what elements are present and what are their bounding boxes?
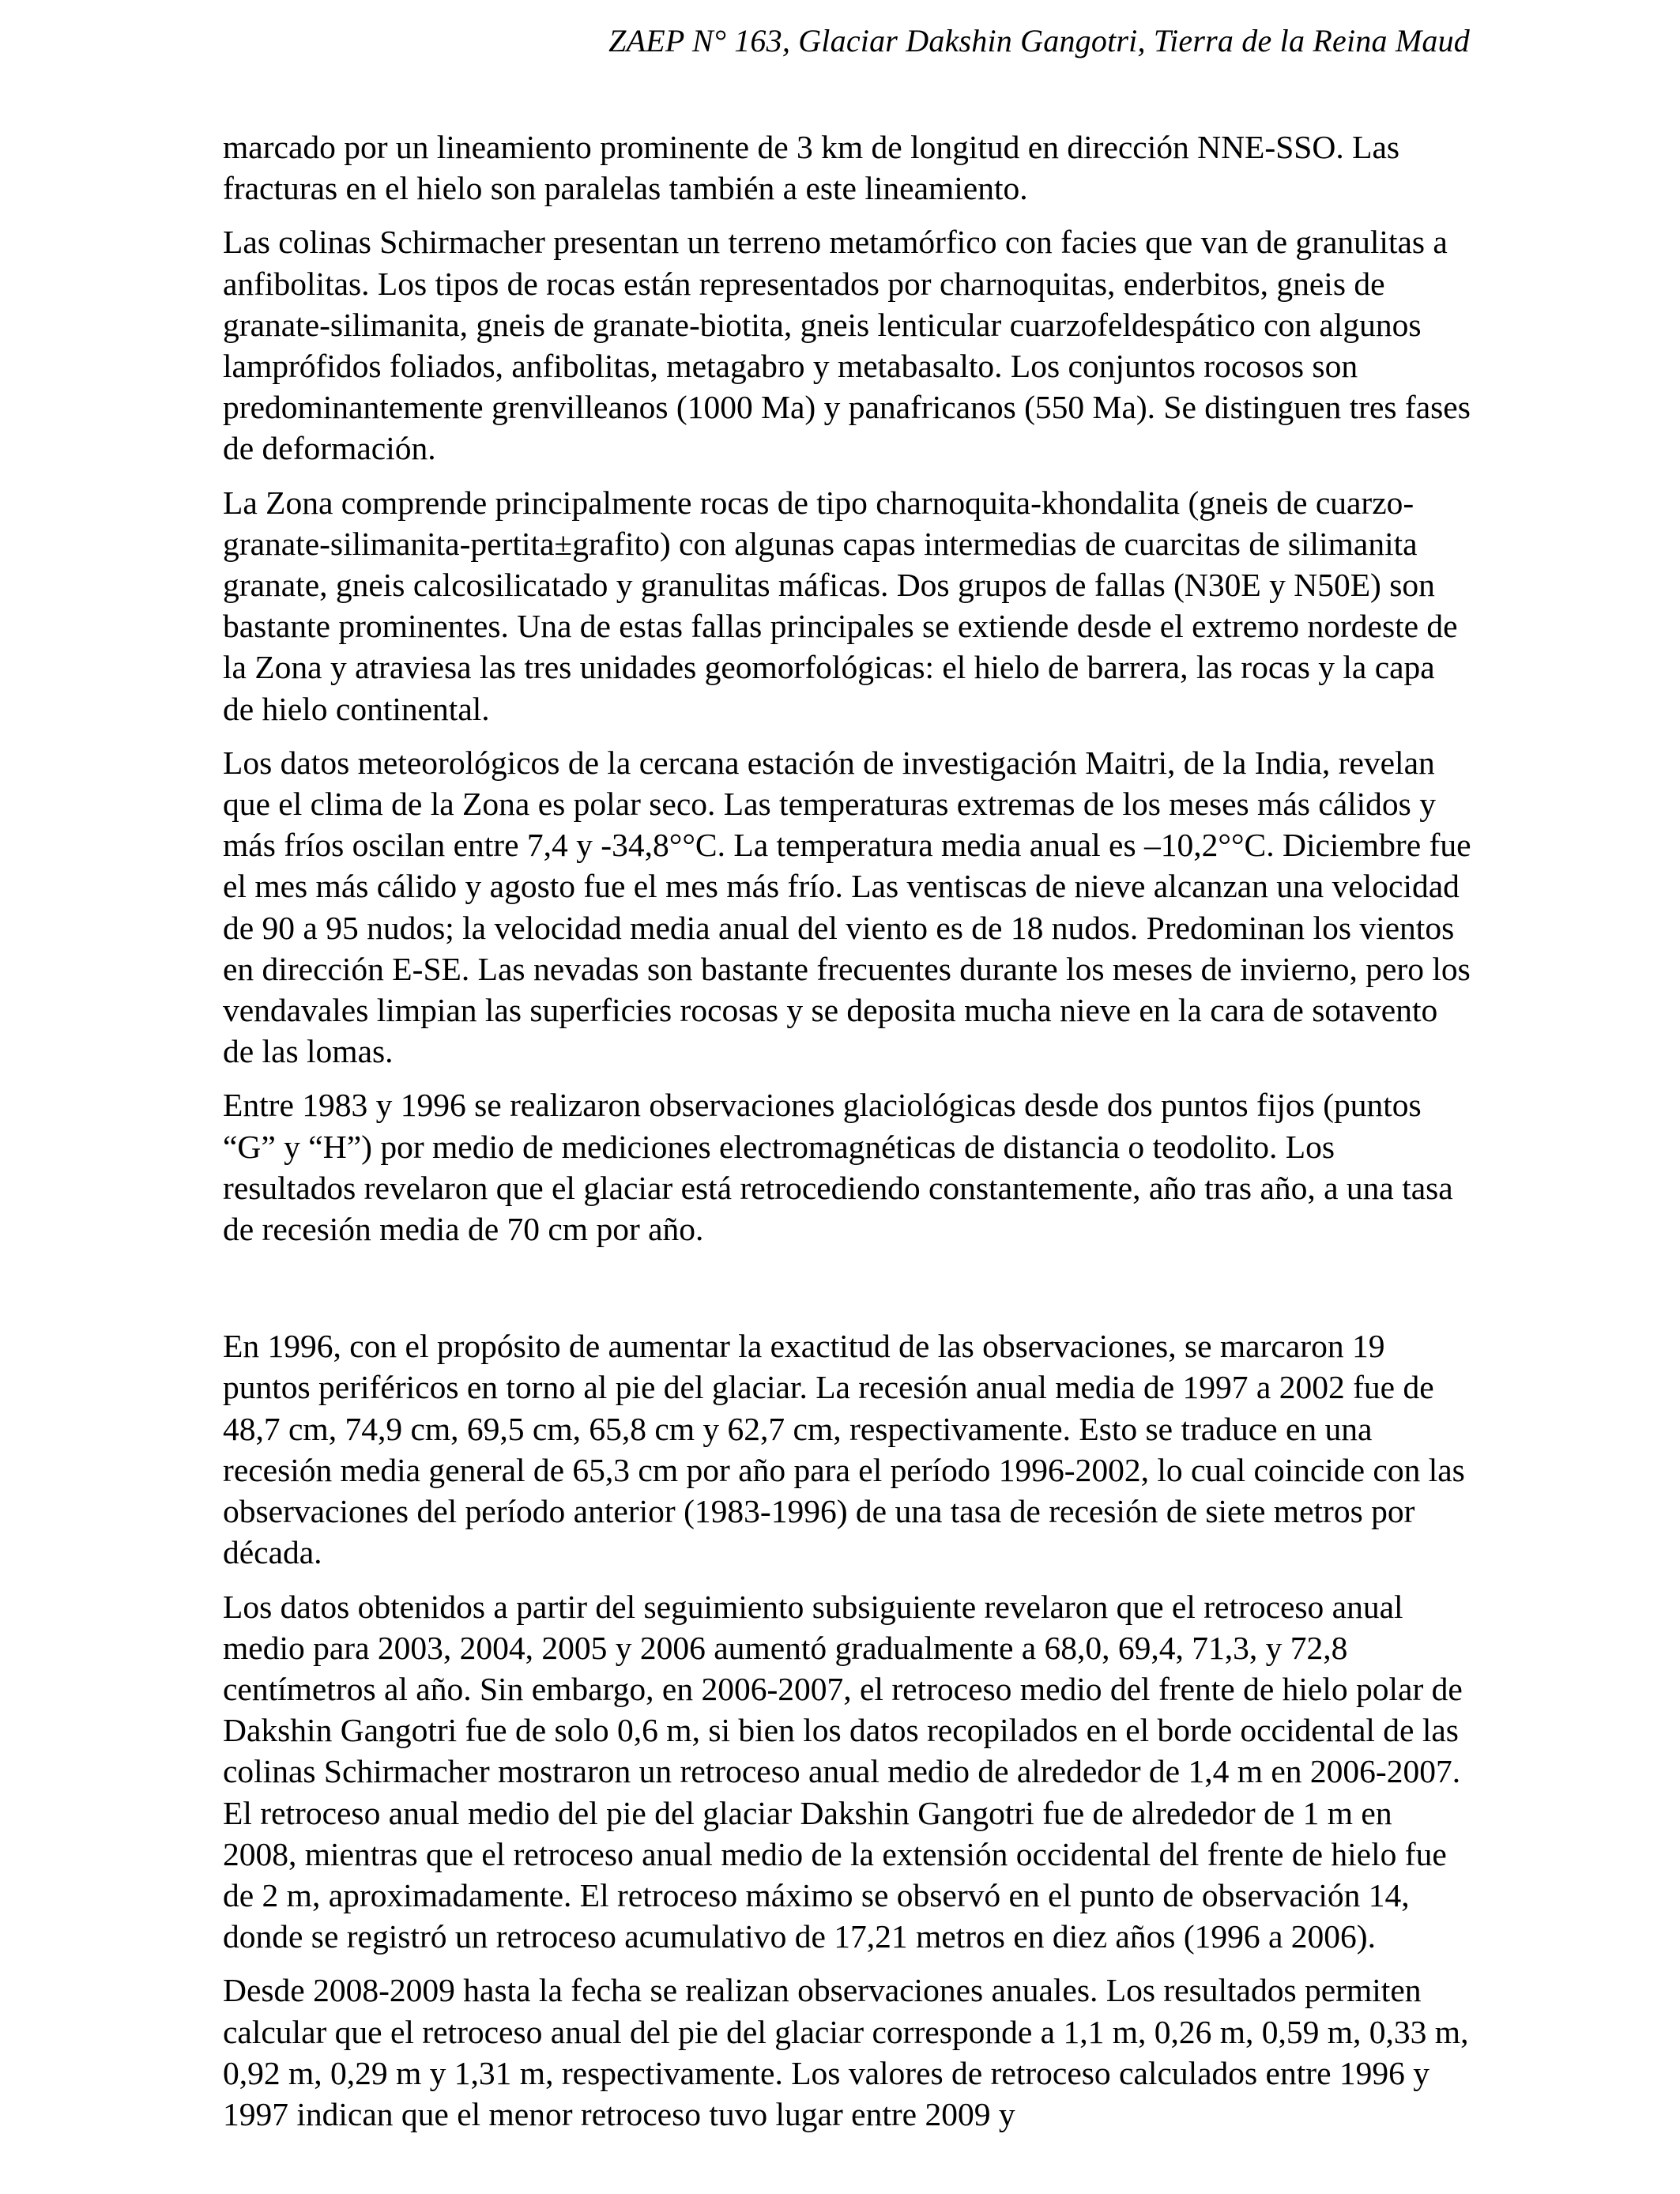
paragraph-schirmacher-geology: Las colinas Schirmacher presentan un terreno metamórfico con facies que van de granulitas a anfibolitas. Los tipos de rocas están representados por charnoquitas, enderbitos, gneis de granate-silimanita, gneis de granate-biotita, gneis lenticular cuarzofeldespático con algunos lamprófidos foliados, anfibolitas, metagabro y metabasalto. Los conjuntos rocosos son predominantemente grenvilleanos (1000 Ma) y panafricanos (550 Ma). Se distinguen tres fases de deformación. — [223, 224, 1471, 467]
paragraph-zone-rocks: La Zona comprende principalmente rocas de tipo charnoquita-khondalita (gneis de cuarzo-granate-silimanita-pertita±grafito) con algunas capas intermedias de cuarcitas de silimanita granate, gneis calcosilicatado y granulitas máficas. Dos grupos de fallas (N30E y N50E) son bastante prominentes. Una de estas fallas principales se extiende desde el extremo nordeste de la Zona y atraviesa las tres unidades geomorfológicas: el hielo de barrera, las rocas y la capa de hielo continental. — [223, 484, 1458, 727]
paragraph-annual-observations: Desde 2008-2009 hasta la fecha se realizan observaciones anuales. Los resultados permiten calcular que el retroceso anual del pie del glaciar corresponde a 1,1 m, 0,26 m, 0,59 m, 0,33 m, 0,92 m, 0,29 m y 1,31 m, respectivamente. Los valores de retroceso calculados entre 1996 y 1997 indican que el menor retroceso tuvo lugar entre 2009 y — [223, 1972, 1469, 2132]
paragraph-lineament: marcado por un lineamiento prominente de 3 km de longitud en dirección NNE-SSO. Las fracturas en el hielo son paralelas también a este lineamiento. — [223, 129, 1400, 207]
paragraph-glaciological-observations: Entre 1983 y 1996 se realizaron observaciones glaciológicas desde dos puntos fijos (puntos “G” y “H”) por medio de mediciones electromagnéticas de distancia o teodolito. Los resultados revelaron que el glaciar está retrocediendo constantemente, año tras año, a una tasa de recesión media de 70 cm por año. — [223, 1087, 1453, 1248]
body-text — [223, 126, 1471, 2147]
paragraph-peripheral-points: En 1996, con el propósito de aumentar la exactitud de las observaciones, se marcaron 19 puntos periféricos en torno al pie del glaciar. La recesión anual media de 1997 a 2002 fue de 48,7 cm, 74,9 cm, 69,5 cm, 65,8 cm y 62,7 cm, respectivamente. Esto se traduce en una recesión media general de 65,3 cm por año para el período 1996-2002, lo cual coincide con las observaciones del período anterior (1983-1996) de una tasa de recesión de siete metros por década. — [223, 1328, 1465, 1571]
paragraph-subsequent-monitoring: Los datos obtenidos a partir del seguimiento subsiguiente revelaron que el retroceso anual medio para 2003, 2004, 2005 y 2006 aumentó gradualmente a 68,0, 69,4, 71,3, y 72,8 centímetros al año. Sin embargo, en 2006-2007, el retroceso medio del frente de hielo polar de Dakshin Gangotri fue de solo 0,6 m, si bien los datos recopilados en el borde occidental de las colinas Schirmacher mostraron un retroceso anual medio de alrededor de 1,4 m en 2006-2007. El retroceso anual medio del pie del glaciar Dakshin Gangotri fue de alrededor de 1 m en 2008, mientras que el retroceso anual medio de la extensión occidental del frente de hielo fue de 2 m, aproximadamente. El retroceso máximo se observó en el punto de observación 14, donde se registró un retroceso acumulativo de 17,21 metros en diez años (1996 a 2006). — [223, 1588, 1463, 1955]
running-header: ZAEP N° 163, Glaciar Dakshin Gangotri, Tierra de la Reina Maud — [608, 23, 1470, 58]
paragraph-meteorology: Los datos meteorológicos de la cercana estación de investigación Maitri, de la India, revelan que el clima de la Zona es polar seco. Las temperaturas extremas de los meses más cálidos y más fríos oscilan entre 7,4 y -34,8°°C. La temperatura media anual es –10,2°°C. Diciembre fue el mes más cálido y agosto fue el mes más frío. Las ventiscas de nieve alcanzan una velocidad de 90 a 95 nudos; la velocidad media anual del viento es de 18 nudos. Predominan los vientos en dirección E-SE. Las nevadas son bastante frecuentes durante los meses de invierno, pero los vendavales limpian las superficies rocosas y se deposita mucha nieve en la cara de sotavento de las lomas. — [223, 744, 1471, 1070]
